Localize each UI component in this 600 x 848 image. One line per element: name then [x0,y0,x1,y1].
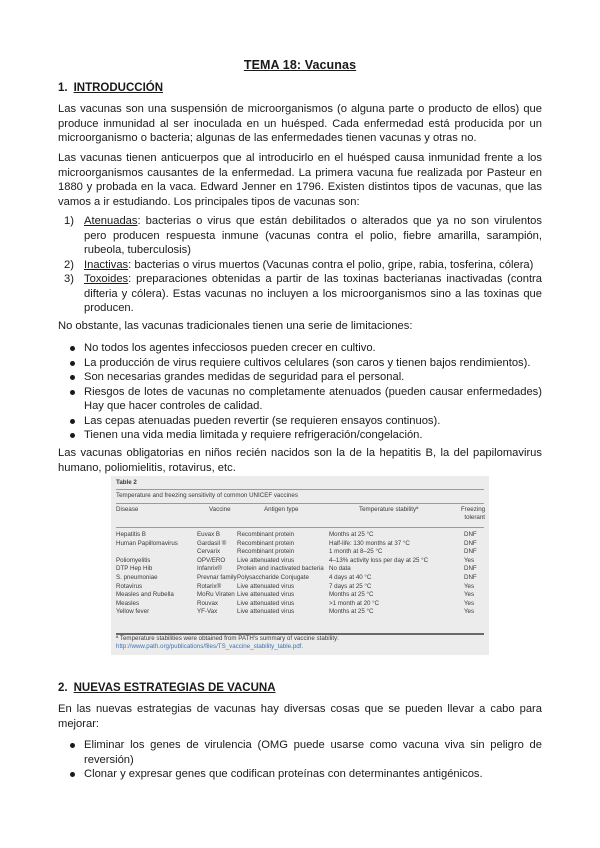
cell-antigen: Recombinant protein [237,531,295,538]
table-row [116,531,484,540]
table-row [116,574,484,583]
list-number: 1) [64,215,74,227]
cell-freezing: Yes [464,582,475,590]
cell-vaccine: Euvax B [197,531,221,538]
bullet-icon [70,346,75,351]
list-item [58,767,542,782]
cell-disease: Poliomyelitis [116,556,151,564]
table-row [116,591,484,600]
list-number: 2) [64,258,74,271]
paragraph-mandatory-vaccines: Las vacunas obligatorias en niños recién nacidos son la de la hepatitis B, la del papilomavirus humano, poliomielitis, rotavirus, etc. [58,447,542,474]
column-header: Disease [116,506,139,513]
cell-freezing: Yes [464,591,475,599]
bullet-icon [70,743,75,748]
footnote-link[interactable]: http://www.path.org/publications/files/TS_vaccine_stability_table.pdf. [116,643,304,651]
section-title: INTRODUCCIÓN [73,82,164,94]
cell-antigen: Recombinant protein [237,548,295,556]
paragraph-intro-2: Las vacunas tienen anticuerpos que al introducirlo en el huésped causa inmunidad frente a los microorganismos causantes de la enfermedad. La primera vacuna fue realizada por Pasteur en 1880 y probada en la vaca. Edward Jenner en 1796. Existen distintos tipos de vacunas, que las vamos a ir estudiando. Los principales tipos de vacunas son: [58,152,542,208]
cell-vaccine: Cervarix [197,548,221,556]
cell-antigen: Live attenuated virus [237,591,295,599]
list-item-text: Tienen una vida media limitada y requiere refrigeración/congelación. [84,429,423,441]
table-row [116,548,484,557]
cell-vaccine: Prevnar family [197,573,237,581]
table-caption: Table 2 [116,479,137,486]
cell-antigen: Recombinant protein [237,539,295,547]
column-header: Antigen type [264,506,299,513]
cell-vaccine: Infanrix® [197,565,222,573]
section-title: NUEVAS ESTRATEGIAS DE VACUNA [73,682,276,694]
cell-stability: Half-life: 130 months at 37 °C [329,539,410,547]
type-description: : bacterias o virus que están debilitados o alterados que ya no son virulentos pero producen respuesta inmune (vacunas contra el polio, fiebre amarilla, sarampión, rubeola, tuberculosis) [84,215,542,256]
paragraph-intro-1: Las vacunas son una suspensión de microorganismos (o alguna parte o producto de ellos) que produce inmunidad al ser inoculada en un huésped. Cada enfermedad está producida por un microorganismo o bacteria; algunas de las enfermedades tienen vacunas y otras no. [58,103,542,144]
table-divider [116,489,484,490]
cell-freezing: DNF [464,565,477,573]
document-title: TEMA 18: Vacunas [243,58,357,72]
list-item [58,356,542,371]
bullet-icon [70,433,75,438]
list-item [58,414,542,429]
list-item-text: Clonar y expresar genes que codifican proteínas con determinantes antigénicos. [84,768,483,780]
cell-stability: Months at 25 °C [329,608,374,616]
list-number: 3) [64,273,74,285]
cell-disease: Rotavirus [116,582,143,590]
list-item-atenuadas [58,214,542,258]
cell-stability: 4–13% activity loss per day at 25 °C [329,556,429,564]
list-item [58,385,542,414]
table-title: Temperature and freezing sensitivity of common UNICEF vaccines [116,492,298,499]
cell-freezing: DNF [464,539,477,547]
cell-disease: Yellow fever [116,608,150,616]
table-row [116,600,484,609]
paragraph-strategies-intro: En las nuevas estrategias de vacunas hay diversas cosas que se pueden llevar a cabo para mejorar: [58,703,542,730]
cell-disease: Measles [116,599,140,607]
list-item-text: La producción de virus requiere cultivos celulares (son caros y tienen bajos rendimientos). [84,356,531,369]
strategies-list [58,738,542,782]
table-body [116,531,484,617]
table-row [116,540,484,549]
cell-antigen: Polysaccharide Conjugate [237,573,309,581]
cell-disease: Measles and Rubella [116,591,174,599]
cell-stability: >1 month at 20 °C [329,599,380,607]
cell-vaccine: Rouvax [197,599,218,607]
cell-freezing: Yes [464,608,475,616]
cell-freezing: DNF [464,531,477,538]
bullet-icon [70,361,75,366]
type-description: : bacterias o virus muertos (Vacunas contra el polio, gripe, rabia, tosferina, cólera) [128,258,534,271]
cell-freezing: DNF [464,548,477,556]
type-label: Inactivas [84,258,129,271]
cell-vaccine: YF-Vax [197,608,218,616]
cell-stability: 4 days at 40 °C [329,573,372,581]
bullet-icon [70,772,75,777]
cell-stability: Months at 25 °C [329,531,374,538]
bullet-icon [70,390,75,395]
cell-freezing: Yes [464,599,475,607]
type-label: Toxoides [84,273,129,285]
table-header [116,506,484,526]
section-number: 2. [58,682,68,694]
list-item-text: Riesgos de lotes de vacunas no completamente atenuados (pueden causar enfermedades) Hay que hacer controles de calidad. [84,385,542,412]
cell-freezing: Yes [464,556,475,564]
table-row [116,557,484,566]
cell-disease: DTP Hep Hib [116,565,153,573]
cell-antigen: Live attenuated virus [237,582,295,590]
list-item-text: Eliminar los genes de virulencia (OMG puede usarse como vacuna viva sin peligro de reversión) [84,739,542,766]
list-item-text: No todos los agentes infecciosos pueden crecer en cultivo. [84,342,376,354]
cell-antigen: Live attenuated virus [237,556,295,564]
bullet-icon [70,375,75,380]
cell-vaccine: Gardasil ® [197,539,227,547]
list-item-toxoides [58,272,542,316]
cell-stability: No data [329,565,351,573]
section-number: 1. [58,82,68,94]
column-header: Temperature stabilityª [359,506,419,513]
cell-stability: Months at 25 °C [329,591,374,599]
list-item [58,370,542,385]
vaccine-types-list [58,214,542,316]
list-item [58,428,542,443]
cell-antigen: Live attenuated virus [237,608,295,616]
column-header: Vaccine [209,506,231,513]
cell-vaccine: Rotarix® [197,582,222,590]
paragraph-limitations-intro: No obstante, las vacunas tradicionales tienen una serie de limitaciones: [58,320,413,332]
list-item [58,341,542,356]
list-item-text: Son necesarias grandes medidas de seguridad para el personal. [84,371,405,383]
vaccine-stability-table-figure [111,476,489,655]
section-heading-introduccion [58,82,163,94]
type-description: : preparaciones obtenidas a partir de las toxinas bacterianas inactivadas (contra difteria y cólera). Estas vacunas no incluyen a los microorganismos sino a las toxinas que producen. [84,273,542,314]
cell-stability: 1 month at 8–25 °C [329,548,383,556]
list-item-inactivas [58,258,542,273]
footnote-text: ª Temperature stabilities were obtained from PATH's summary of vaccine stability: [116,635,339,642]
table-row [116,565,484,574]
section-heading-nuevas-estrategias [58,682,276,694]
table-row [116,583,484,592]
list-item [58,738,542,767]
table-divider [116,527,484,528]
table-footnote [116,635,484,652]
bullet-icon [70,419,75,424]
cell-disease: Hepatitis B [116,531,146,538]
list-item-text: Las cepas atenuadas pueden revertir (se requieren ensayos continuos). [84,414,441,427]
cell-vaccine: OPV/ERO [197,556,226,564]
cell-disease: Human Papillomavirus [116,539,178,547]
cell-stability: 7 days at 25 °C [329,582,372,590]
cell-vaccine: MoRu Viraten [197,591,235,599]
limitations-list [58,341,542,443]
cell-disease: S. pneumoniae [116,573,158,581]
cell-freezing: DNF [464,573,477,581]
table-divider [116,503,484,504]
cell-antigen: Protein and inactivated bacteria [237,565,324,573]
type-label: Atenuadas [84,215,138,227]
table-row [116,608,484,617]
cell-antigen: Live attenuated virus [237,599,295,607]
column-header: Freezing tolerant [461,506,486,522]
